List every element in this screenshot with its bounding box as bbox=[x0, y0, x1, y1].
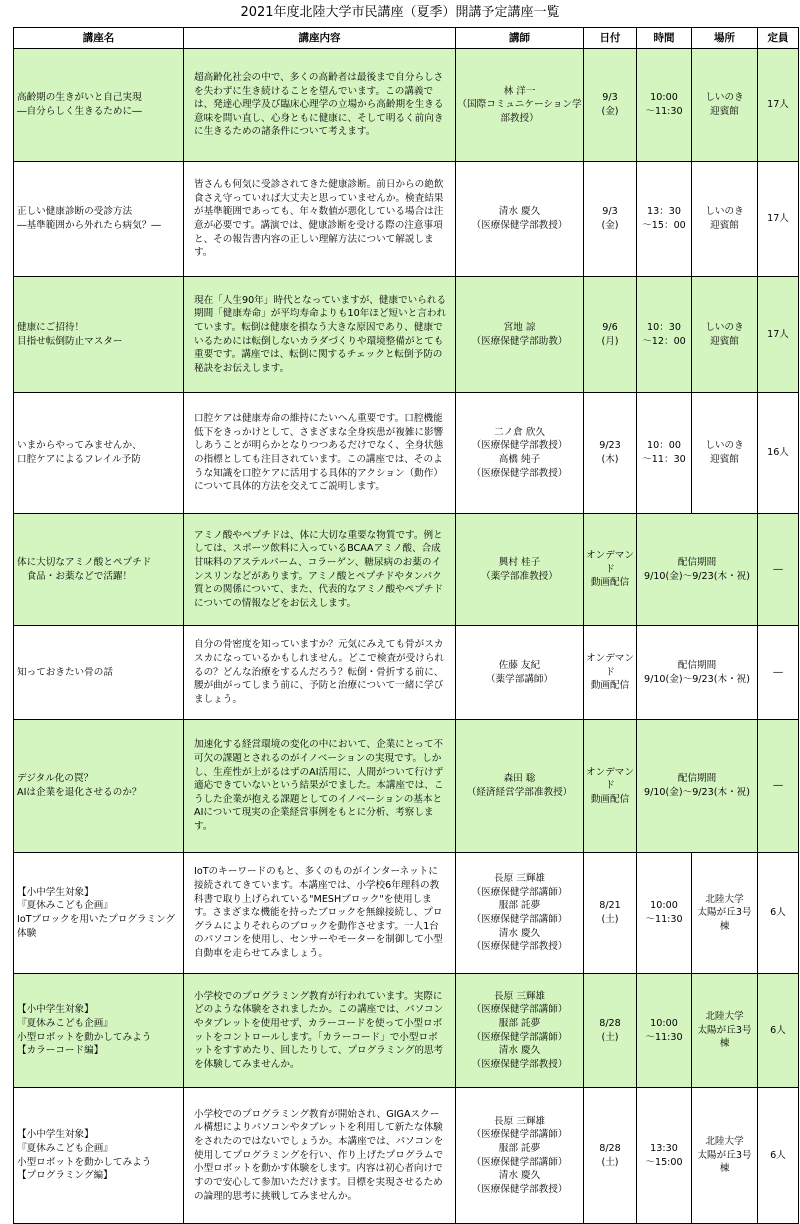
lecturer: 長原 三輝雄 （医療保健学部講師） 服部 託夢 （医療保健学部講師） 清水 慶久 （医療保健学部教授） bbox=[456, 1088, 584, 1224]
lecturer: 興村 桂子 （薬学部准教授） bbox=[456, 514, 584, 626]
delivery-period: 配信期間 9/10(金)～9/23(木・祝) bbox=[637, 720, 758, 853]
time: 10:00 ～11:30 bbox=[637, 49, 692, 162]
lecturer: 佐藤 友紀 （薬学部講師） bbox=[456, 626, 584, 720]
delivery-period: 配信期間 9/10(金)～9/23(木・祝) bbox=[637, 626, 758, 720]
course-description: アミノ酸やペプチドは、体に大切な重要な物質です。例としては、スポーツ飲料に入っているBCAAアミノ酸、合成甘味料のアステルパーム、コラーゲン、糖尿病のお薬のインスリンなどがあります。アミノ酸とペプチドやタンパク質との関係について、また、代表的なアミノ酸やペプチドについての情報などをお伝えします。 bbox=[184, 514, 456, 626]
place: しいのき 迎賓館 bbox=[692, 277, 758, 393]
table-row bbox=[14, 162, 799, 277]
lecturer: 清水 慶久 （医療保健学部教授） bbox=[456, 162, 584, 277]
place: しいのき 迎賓館 bbox=[692, 162, 758, 277]
capacity: 16人 bbox=[758, 393, 799, 514]
course-name: デジタル化の罠？ AIは企業を退化させるのか？ bbox=[14, 720, 184, 853]
lecturer: 宮地 諒 （医療保健学部助教） bbox=[456, 277, 584, 393]
date: オンデマンド 動画配信 bbox=[584, 626, 637, 720]
course-description: IoTのキーワードのもと、多くのものがインターネットに接続されてきています。本講座では、小学校6年理科の教科書で取り上げられている"MESHブロック"を使用します。さまざまな機能を持ったブロックを無線接続し、プログラムによりそれらのブロックを動作させます。一人1台のパソコンを使用し、センサーやモーターを制御して小型自動車を走らせてみましょう。 bbox=[184, 853, 456, 974]
table-row bbox=[14, 277, 799, 393]
date: 9/3 (金) bbox=[584, 162, 637, 277]
place: 北陸大学 太陽が丘3号 棟 bbox=[692, 853, 758, 974]
delivery-period: 配信期間 9/10(金)～9/23(木・祝) bbox=[637, 514, 758, 626]
time: 13:30 ～15:00 bbox=[637, 1088, 692, 1224]
table-row bbox=[14, 626, 799, 720]
date: オンデマンド 動画配信 bbox=[584, 720, 637, 853]
course-description: 小学校でのプログラミング教育が行われています。実際にどのような体験をされましたか。この講座では、パソコンやタブレットを使用せず、カラーコードを使って小型ロボットをコントロールします。「カラーコード」で小型ロボットをすすめたり、回したりして、プログラミング的思考を体験してみませんか。 bbox=[184, 974, 456, 1088]
header-row bbox=[14, 28, 799, 49]
course-name: 【小中学生対象】 『夏休みこども企画』 IoTブロックを用いたプログラミング体験 bbox=[14, 853, 184, 974]
lecturer: 林 洋一 （国際コミュニケーション学部教授） bbox=[456, 49, 584, 162]
course-table bbox=[13, 27, 799, 1224]
capacity: 6人 bbox=[758, 974, 799, 1088]
header-course-content: 講座内容 bbox=[184, 28, 456, 49]
date: 8/28 (土) bbox=[584, 1088, 637, 1224]
page-title: 2021年度北陸大学市民講座（夏季）開講予定講座一覧 bbox=[240, 5, 560, 20]
course-description: 口腔ケアは健康寿命の維持にたいへん重要です。口腔機能低下をきっかけとして、さまざまな全身疾患が複雑に影響しあうことが明らかとなりつつあるだけでなく、全身状態の指標としても注目されています。この講座では、そのような知識を口腔ケアに活用する具体的アクション（動作）について具体的方法を交えてご説明します。 bbox=[184, 393, 456, 514]
course-description: 皆さんも何気に受診されてきた健康診断。前日からの絶飲食さえ守っていれば大丈夫と思っていませんか。検査結果が基準範囲であっても、年々数値が悪化している場合は注意が必要です。講演では、健康診断を受ける際の注意事項と、その報告書内容の正しい理解方法について解説します。 bbox=[184, 162, 456, 277]
header-time: 時間 bbox=[637, 28, 692, 49]
capacity: 17人 bbox=[758, 49, 799, 162]
capacity: ― bbox=[758, 720, 799, 853]
course-name: 健康にご招待！ 目指せ転倒防止マスター bbox=[14, 277, 184, 393]
lecturer: 長原 三輝雄 （医療保健学部講師） 服部 託夢 （医療保健学部講師） 清水 慶久 （医療保健学部教授） bbox=[456, 853, 584, 974]
table-row bbox=[14, 1088, 799, 1224]
table-row bbox=[14, 974, 799, 1088]
course-name: 知っておきたい骨の話 bbox=[14, 626, 184, 720]
capacity: 6人 bbox=[758, 853, 799, 974]
course-description: 小学校でのプログラミング教育が開始され、GIGAスクール構想によりパソコンやタブレットを利用して新たな体験をされたのではないでしょうか。本講座では、パソコンを使用してプログラミングを行い、作り上げたプログラムで小型ロボットを動かす体験をします。内容は初心者向けですので安心して参加いただけます。目標を実現させるための論理的思考に挑戦してみませんか。 bbox=[184, 1088, 456, 1224]
table-row bbox=[14, 514, 799, 626]
course-name: 高齢期の生きがいと自己実現 ―自分らしく生きるために― bbox=[14, 49, 184, 162]
course-name: いまからやってみませんか、 口腔ケアによるフレイル予防 bbox=[14, 393, 184, 514]
capacity: 6人 bbox=[758, 1088, 799, 1224]
date: オンデマンド 動画配信 bbox=[584, 514, 637, 626]
time: 13：30 ～15：00 bbox=[637, 162, 692, 277]
date: 8/21 (土) bbox=[584, 853, 637, 974]
place: 北陸大学 太陽が丘3号 棟 bbox=[692, 974, 758, 1088]
date: 9/6 (月) bbox=[584, 277, 637, 393]
table-row bbox=[14, 49, 799, 162]
capacity: 17人 bbox=[758, 162, 799, 277]
capacity: 17人 bbox=[758, 277, 799, 393]
table-row bbox=[14, 393, 799, 514]
time: 10：30 ～12：00 bbox=[637, 277, 692, 393]
header-lecturer: 講師 bbox=[456, 28, 584, 49]
date: 8/28 (土) bbox=[584, 974, 637, 1088]
date: 9/3 (金) bbox=[584, 49, 637, 162]
place: しいのき 迎賓館 bbox=[692, 393, 758, 514]
course-name: 正しい健康診断の受診方法 ―基準範囲から外れたら病気？― bbox=[14, 162, 184, 277]
place: しいのき 迎賓館 bbox=[692, 49, 758, 162]
header-capacity: 定員 bbox=[758, 28, 799, 49]
course-description: 超高齢化社会の中で、多くの高齢者は最後まで自分らしさを失わずに生き続けることを望んでいます。この講義では、発達心理学及び臨床心理学の立場から高齢期を生きる意味を問い直し、心身ともに健康に、そして明るく前向きに生きるための諸条件について考えます。 bbox=[184, 49, 456, 162]
capacity: ― bbox=[758, 514, 799, 626]
date: 9/23 (木) bbox=[584, 393, 637, 514]
time: 10:00 ～11:30 bbox=[637, 974, 692, 1088]
header-course-name: 講座名 bbox=[14, 28, 184, 49]
time: 10：00 ～11：30 bbox=[637, 393, 692, 514]
course-name: 【小中学生対象】 『夏休みこども企画』 小型ロボットを動かしてみよう 【カラーコード編】 bbox=[14, 974, 184, 1088]
course-description: 自分の骨密度を知っていますか？元気にみえても骨がスカスカになっているかもしれません。どこで検査が受けられるの？どんな治療をするんだろう？転倒・骨折する前に、腰が曲がってしまう前に、予防と治療について一緒に学びましょう。 bbox=[184, 626, 456, 720]
lecturer: 二ノ倉 欣久 （医療保健学部教授） 高橋 純子 （医療保健学部教授） bbox=[456, 393, 584, 514]
course-name: 体に大切なアミノ酸とペプチド 食品・お薬などで活躍！ bbox=[14, 514, 184, 626]
table-row bbox=[14, 720, 799, 853]
course-description: 現在「人生90年」時代となっていますが、健康でいられる期間「健康寿命」が平均寿命よりも10年ほど短いと言われています。転倒は健康を損なう大きな原因であり、健康でいるためには転倒しないカラダづくりや環境整備がとても重要です。講座では、転倒に関するチェックと転倒予防の秘訣をお伝えします。 bbox=[184, 277, 456, 393]
course-description: 加速化する経営環境の変化の中において、企業にとって不可欠の課題とされるのがイノベーションの実現です。しかし、生産性が上がるはずのAI活用に、人間がついて行けず適応できていないという結果がでました。本講座では、こうした企業が抱える課題としてのイノベーションの基本とAIについて現実の企業経営事例をもとに分析、考察します。 bbox=[184, 720, 456, 853]
lecturer: 長原 三輝雄 （医療保健学部講師） 服部 託夢 （医療保健学部講師） 清水 慶久 （医療保健学部教授） bbox=[456, 974, 584, 1088]
header-date: 日付 bbox=[584, 28, 637, 49]
course-name: 【小中学生対象】 『夏休みこども企画』 小型ロボットを動かしてみよう 【プログラミング編】 bbox=[14, 1088, 184, 1224]
table-row bbox=[14, 853, 799, 974]
place: 北陸大学 太陽が丘3号 棟 bbox=[692, 1088, 758, 1224]
header-place: 場所 bbox=[692, 28, 758, 49]
lecturer: 森田 聡 （経済経営学部准教授） bbox=[456, 720, 584, 853]
time: 10:00 ～11:30 bbox=[637, 853, 692, 974]
capacity: ― bbox=[758, 626, 799, 720]
